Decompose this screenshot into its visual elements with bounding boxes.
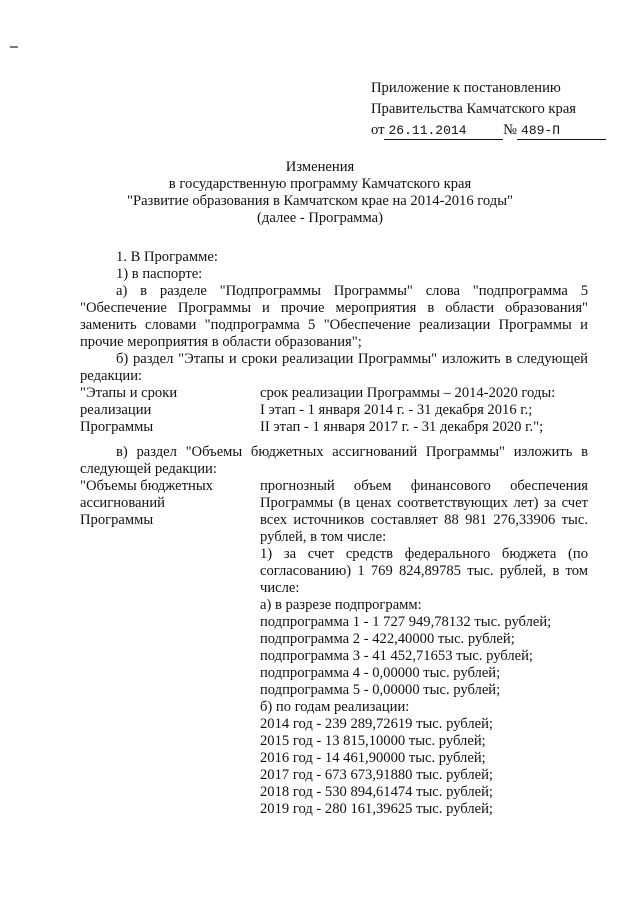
title-line-3: "Развитие образования в Камчатском крае на 2014-2016 годы" — [127, 193, 513, 209]
funding-item: подпрограмма 1 - 1 727 949,78132 тыс. рублей; — [260, 614, 552, 630]
appendix-line-1: Приложение к постановлению — [371, 80, 561, 96]
stages-values — [260, 385, 588, 436]
funding-list — [260, 597, 588, 818]
funding-item: 2018 год - 530 894,61474 тыс. рублей; — [260, 784, 493, 800]
paragraph-5: в) раздел "Объемы бюджетных ассигнований Программы" изложить в следующей редакции: — [80, 444, 588, 477]
funding-item: 2017 год - 673 673,91880 тыс. рублей; — [260, 767, 493, 783]
stages-label: "Этапы и сроки реализации Программы — [80, 385, 178, 435]
paragraph-2: 1) в паспорте: — [116, 266, 203, 282]
funding-item: 2015 год - 13 815,10000 тыс. рублей; — [260, 733, 486, 749]
funding-item: подпрограмма 5 - 0,00000 тыс. рублей; — [260, 682, 501, 698]
stages-section — [80, 385, 588, 436]
funding-item: подпрограмма 4 - 0,00000 тыс. рублей; — [260, 665, 501, 681]
document-body — [80, 249, 588, 818]
funding-label: "Объемы бюджетных ассигнований Программы — [80, 478, 213, 528]
paragraph-1: 1. В Программе: — [116, 249, 218, 265]
document-title — [80, 159, 560, 227]
document-number: 489-П — [517, 123, 606, 140]
stages-line-1: срок реализации Программы – 2014-2020 годы: — [260, 385, 556, 401]
appendix-header — [371, 78, 606, 141]
title-line-1: Изменения — [285, 159, 355, 175]
scan-mark — [10, 46, 18, 48]
title-line-4: (далее - Программа) — [257, 210, 383, 226]
funding-item: 2016 год - 14 461,90000 тыс. рублей; — [260, 750, 486, 766]
funding-item: б) по годам реализации: — [260, 699, 410, 715]
date-prefix: от — [371, 122, 385, 138]
title-line-2: в государственную программу Камчатского края — [168, 176, 472, 192]
stages-line-2: I этап - 1 января 2014 г. - 31 декабря 2016 г.; — [260, 402, 533, 418]
funding-item: а) в разрезе подпрограмм: — [260, 597, 422, 613]
funding-section — [80, 478, 588, 818]
funding-item: 2019 год - 280 161,39625 тыс. рублей; — [260, 801, 493, 817]
funding-intro: прогнозный объем финансового обеспечения Программы (в ценах соответствующих лет) за счет всех источников составляет 88 981 276,33906 тыс. рублей, в том числе: — [260, 478, 588, 545]
number-prefix: № — [503, 122, 518, 138]
document-date: 26.11.2014 — [384, 123, 503, 140]
funding-federal: 1) за счет средств федерального бюджета (по согласованию) 1 769 824,89785 тыс. рублей, в том числе: — [260, 546, 588, 596]
funding-values — [260, 478, 588, 818]
paragraph-4: б) раздел "Этапы и сроки реализации Программы" изложить в следующей редакции: — [80, 351, 588, 384]
funding-item: подпрограмма 2 - 422,40000 тыс. рублей; — [260, 631, 515, 647]
stages-line-3: II этап - 1 января 2017 г. - 31 декабря 2020 г."; — [260, 419, 544, 435]
funding-item: 2014 год - 239 289,72619 тыс. рублей; — [260, 716, 493, 732]
funding-item: подпрограмма 3 - 41 452,71653 тыс. рублей; — [260, 648, 533, 664]
paragraph-3: а) в разделе "Подпрограммы Программы" слова "подпрограмма 5 "Обеспечение Программы и прочие мероприятия в области образования" заменить словами "подпрограмма 5 "Обеспечение реализации Программы и прочие мероприятия в области образования"; — [80, 283, 588, 350]
appendix-date-line — [371, 120, 606, 141]
appendix-line-2: Правительства Камчатского края — [371, 101, 577, 117]
